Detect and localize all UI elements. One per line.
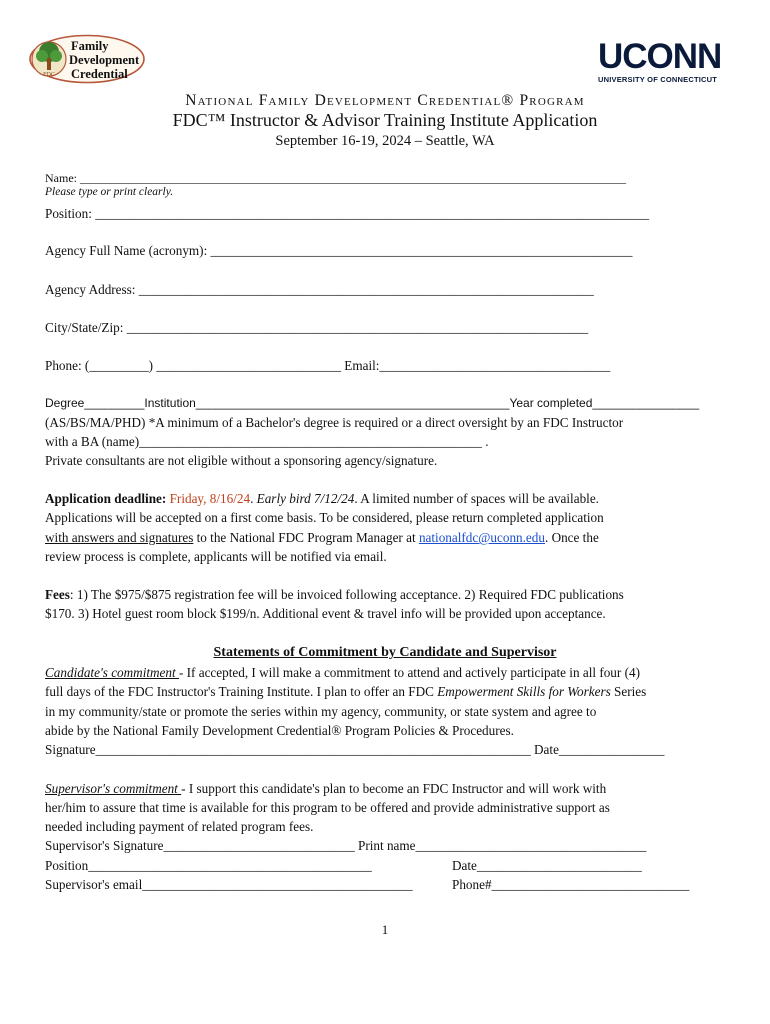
program-title: National Family Development Credential® Program (185, 92, 585, 109)
application-title: FDC™ Instructor & Advisor Training Institute Application (172, 110, 598, 130)
candidate-line-4: abide by the National Family Development Credential® Program Policies & Procedures. (45, 723, 514, 738)
empowerment-series-name: Empowerment Skills for Workers (437, 684, 611, 699)
deadline-line-1: Application deadline: Friday, 8/16/24. Early bird 7/12/24. A limited number of spaces will be available. (45, 491, 599, 506)
name-field[interactable]: Name: ___________________________________________________________________________________________ (45, 171, 626, 185)
candidate-line-2 (45, 684, 646, 700)
supervisor-signature-field[interactable]: Supervisor's Signature_____________________________ Print name___________________________________ (45, 838, 647, 853)
candidate-commitment-label: Candidate's commitment (45, 665, 179, 680)
candidate-line-3: in my community/state or promote the series within my agency, community, or state system and agree to (45, 704, 597, 719)
fdc-logo-graphic (28, 34, 146, 84)
city-state-zip-field[interactable]: City/State/Zip: ______________________________________________________________________ (45, 320, 589, 335)
agency-name-field[interactable]: Agency Full Name (acronym): ________________________________________________________________ (45, 243, 633, 258)
supervisor-line-1 (45, 781, 606, 797)
deadline-line-3-end: . Once the (544, 530, 599, 545)
page-number: 1 (381, 922, 389, 937)
candidate-signature-field[interactable]: Signature__________________________________________________________________ Date________________ (45, 742, 665, 757)
degree-note-3: Private consultants are not eligible without a sponsoring agency/signature. (45, 453, 438, 468)
uconn-wordmark: UCONN (598, 37, 722, 76)
deadline-line-4: review process is complete, applicants will be notified via email. (45, 549, 387, 564)
institute-date: September 16-19, 2024 – Seattle, WA (275, 133, 495, 149)
fees-line-2: $170. 3) Hotel guest room block $199/n. Additional event & travel info will be provided upon acceptance. (45, 606, 606, 621)
supervisor-text-1: - I support this candidate's plan to become an FDC Instructor and will work with (181, 781, 607, 796)
early-bird-date: Early bird 7/12/24 (256, 491, 355, 506)
deadline-line-3 (45, 530, 599, 546)
answers-signatures-text: with answers and signatures (45, 530, 194, 545)
uconn-subtitle: UNIVERSITY OF CONNECTICUT (598, 75, 718, 84)
candidate-text-1: - If accepted, I will make a commitment to attend and actively participate in all four (4) (178, 665, 640, 680)
supervisor-commitment-label: Supervisor's commitment (45, 781, 182, 796)
deadline-label: Application deadline (45, 491, 162, 506)
supervisor-line-3: needed including payment of related program fees. (45, 819, 314, 834)
fdc-logo-line2: Development (69, 53, 140, 67)
program-email-link[interactable]: nationalfdc@uconn.edu (418, 530, 545, 545)
candidate-line-1 (45, 665, 640, 681)
degree-field[interactable]: Degree_________Institution_______________________________________________Year completed________________ (45, 396, 700, 410)
fees-line-1 (45, 587, 624, 603)
fees-text-1: : 1) The $975/$875 registration fee will be invoiced following acceptance. 2) Required FDC publications (69, 587, 624, 602)
fdc-logo (28, 34, 146, 84)
supervisor-email-field[interactable]: Supervisor's email_________________________________________ (45, 877, 413, 892)
deadline-line-3-middle: to the National FDC Program Manager at (193, 530, 419, 545)
phone-email-field[interactable]: Phone: (_________) ____________________________ Email:___________________________________ (45, 358, 611, 373)
degree-note-1: (AS/BS/MA/PHD) *A minimum of a Bachelor's degree is required or a direct oversight by an FDC Instructor (45, 415, 624, 430)
deadline-rest: . A limited number of spaces will be available. (354, 491, 599, 506)
deadline-line-2: Applications will be accepted on a first come basis. To be considered, please return completed application (45, 510, 604, 525)
fdc-logo-tree-text: FDC (43, 72, 55, 78)
deadline-colon: : (161, 491, 170, 506)
commitment-heading: Statements of Commitment by Candidate and Supervisor (213, 645, 557, 660)
supervisor-position-field[interactable]: Position___________________________________________ (45, 858, 372, 873)
fees-label: Fees (45, 587, 70, 602)
deadline-date: Friday, 8/16/24 (169, 491, 251, 506)
fdc-logo-line3: Credential (71, 67, 128, 81)
name-hint: Please type or print clearly. (45, 186, 174, 198)
supervisor-line-2: her/him to assure that time is available for this program to be offered and provide administrative support as (45, 800, 610, 815)
position-field[interactable]: Position: ____________________________________________________________________________________ (45, 206, 650, 221)
candidate-text-2a: full days of the FDC Instructor's Training Institute. I plan to offer an FDC (45, 684, 438, 699)
fdc-logo-line1: Family (71, 39, 109, 53)
candidate-text-2c: Series (610, 684, 647, 699)
degree-note-2[interactable]: with a BA (name)____________________________________________________ . (45, 434, 489, 449)
uconn-logo (598, 37, 724, 84)
supervisor-date-field[interactable]: Date_________________________ (452, 858, 642, 873)
supervisor-phone-field[interactable]: Phone#______________________________ (452, 877, 690, 892)
agency-address-field[interactable]: Agency Address: _____________________________________________________________________ (45, 282, 594, 297)
